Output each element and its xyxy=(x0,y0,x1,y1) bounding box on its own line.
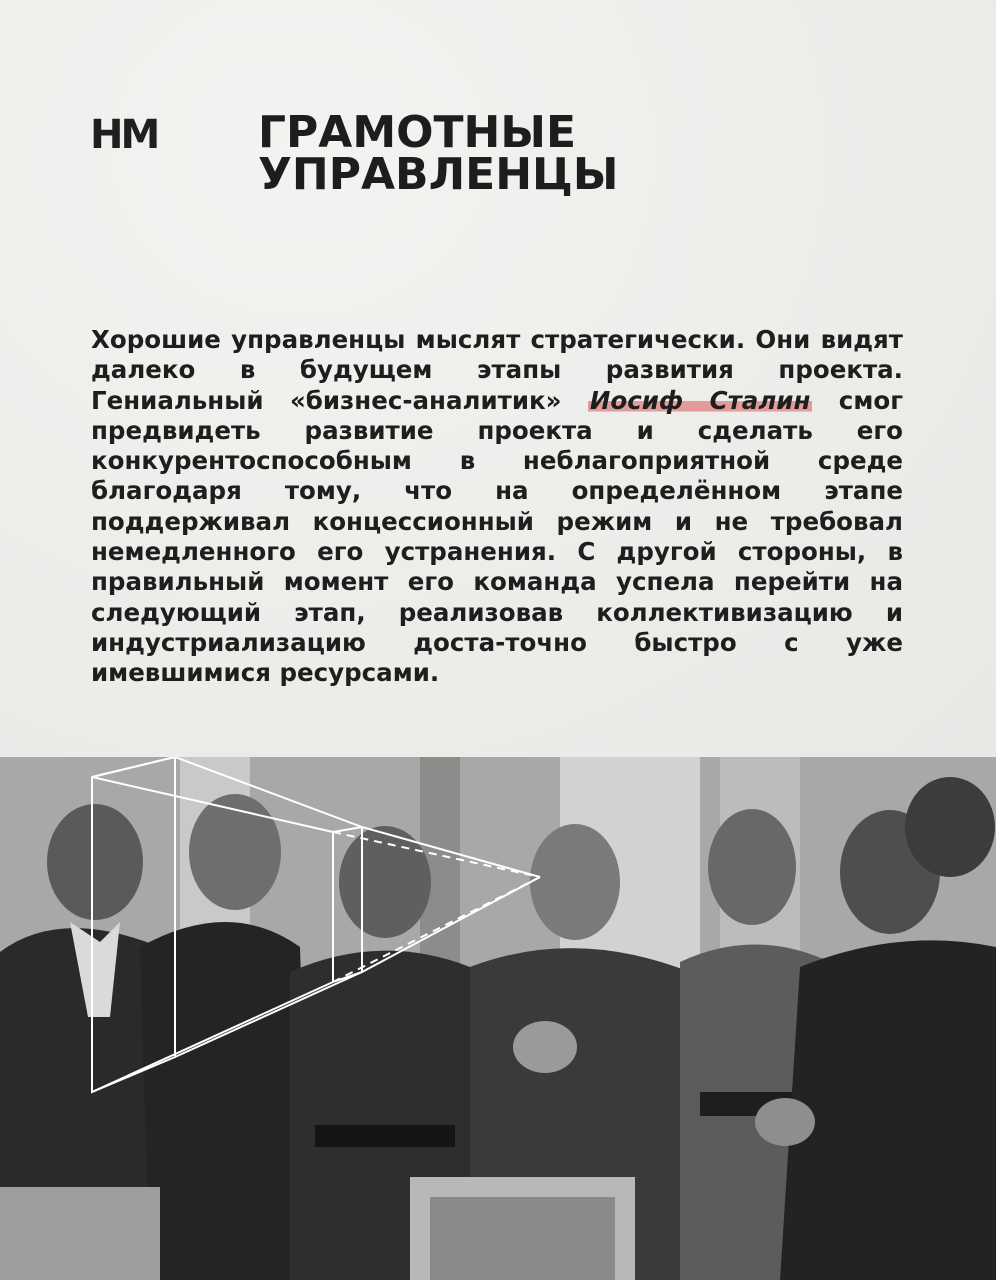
paragraph-text-after: смог предвидеть развитие проекта и сделать его конкурентоспособным в неблагоприятной среде благодаря тому, что на определённом этапе поддерживал концессионный режим и не требовал немедленного его устранения. С другой стороны, в правильный момент его команда успела перейти на следующий этап, реализовав коллективизацию и индустриализацию доста-точно быстро с уже имевшимися ресурсами. xyxy=(91,385,903,688)
body-paragraph xyxy=(91,325,903,689)
highlighted-name: Иосиф Сталин xyxy=(589,385,811,415)
historical-photo xyxy=(0,757,996,1280)
chair-left xyxy=(0,1187,160,1280)
paragraph-text-before: Хорошие управленцы мыслят стратегически. Они видят далеко в будущем этапы развития проекта. Гениальный «бизнес-аналитик» xyxy=(91,325,903,415)
photo-illustration xyxy=(0,757,996,1280)
chair-center-inner xyxy=(430,1197,615,1280)
title-line-1: ГРАМОТНЫЕ xyxy=(258,107,577,158)
title-line-2: УПРАВЛЕНЦЫ xyxy=(258,149,619,200)
page-title xyxy=(258,107,619,200)
brand-logo: НМ xyxy=(90,112,158,158)
